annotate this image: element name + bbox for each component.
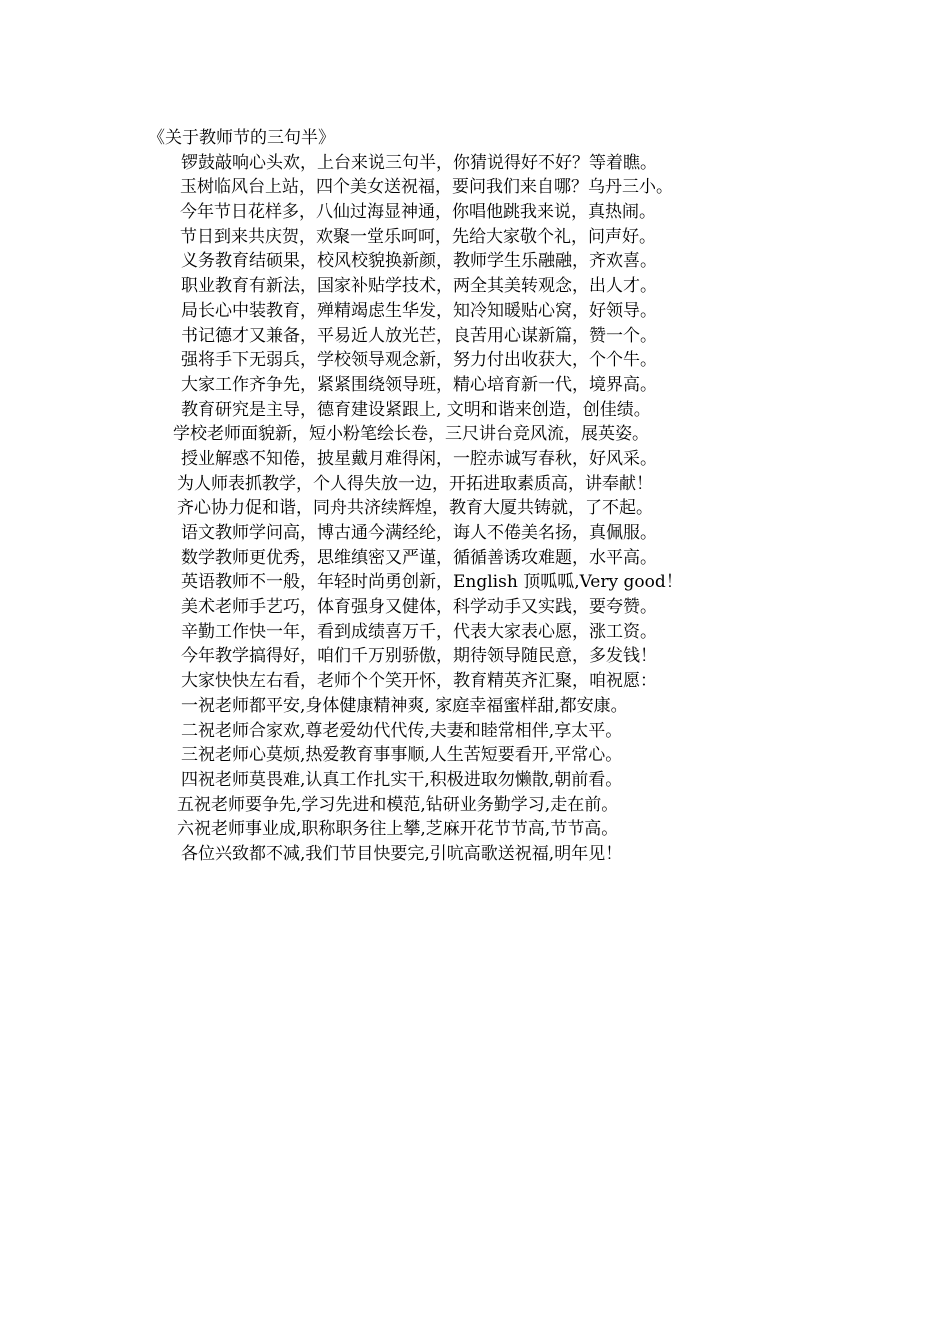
verse-line: 各位兴致都不减,我们节目快要完,引吭高歌送祝福,明年见！ xyxy=(181,843,623,864)
verse-line: 语文教师学问高，博古通今满经纶，诲人不倦美名扬，真佩服。 xyxy=(181,523,657,543)
verse-line: 教育研究是主导，德育建设紧跟上, 文明和谐来创造，创佳绩。 xyxy=(181,399,651,420)
verse-line: 大家快快左右看，老师个个笑开怀，教育精英齐汇聚，咱祝愿： xyxy=(181,671,657,692)
verse-line: 六祝老师事业成,职称职务往上攀,芝麻开花节节高,节节高。 xyxy=(177,819,619,840)
verse-line: 玉树临风台上站，四个美女送祝福，要问我们来自哪？乌丹三小。 xyxy=(180,177,673,198)
verse-line: 授业解惑不知倦，披星戴月难得闲，一腔赤诚写春秋，好风采。 xyxy=(181,448,657,469)
document-body xyxy=(148,126,788,867)
verse-line: 学校老师面貌新，短小粉笔绘长卷，三尺讲台竞风流，展英姿。 xyxy=(173,424,649,445)
verse-line: 书记德才又兼备，平易近人放光芒，良苦用心谋新篇，赞一个。 xyxy=(181,325,657,346)
verse-line: 二祝老师合家欢,尊老爱幼代代传,夫妻和睦常相伴,享太平。 xyxy=(181,720,623,741)
verse-line: 辛勤工作快一年，看到成绩喜万千，代表大家表心愿，涨工资。 xyxy=(181,621,657,642)
verse-list xyxy=(148,151,788,867)
verse-line: 大家工作齐争先，紧紧围绕领导班，精心培育新一代，境界高。 xyxy=(181,374,657,395)
verse-line: 局长心中装教育，殚精竭虑生华发，知冷知暖贴心窝，好领导。 xyxy=(181,300,657,321)
verse-line: 今年节日花样多，八仙过海显神通，你唱他跳我来说，真热闹。 xyxy=(180,202,656,223)
verse-line: 英语教师不一般，年轻时尚勇创新，English 顶呱呱,Very good！ xyxy=(181,572,683,593)
verse-line: 齐心协力促和谐，同舟共济续辉煌，教育大厦共铸就，了不起。 xyxy=(177,498,653,519)
verse-line: 今年教学搞得好，咱们千万别骄傲，期待领导随民意，多发钱！ xyxy=(181,646,657,667)
verse-line: 美术老师手艺巧，体育强身又健体，科学动手又实践，要夸赞。 xyxy=(181,597,657,618)
verse-line: 一祝老师都平安,身体健康精神爽, 家庭幸福蜜样甜,都安康。 xyxy=(181,695,628,716)
verse-line: 节日到来共庆贺，欢聚一堂乐呵呵，先给大家敬个礼，问声好。 xyxy=(180,226,656,247)
verse-line: 数学教师更优秀，思维缜密又严谨，循循善诱攻难题，水平高。 xyxy=(181,547,657,568)
verse-line: 职业教育有新法，国家补贴学技术，两全其美转观念，出人才。 xyxy=(181,276,657,297)
verse-line: 五祝老师要争先,学习先进和模范,钻研业务勤学习,走在前。 xyxy=(177,794,619,815)
verse-line: 义务教育结硕果，校风校貌换新颜，教师学生乐融融，齐欢喜。 xyxy=(181,251,657,272)
verse-line: 锣鼓敲响心头欢，上台来说三句半，你猜说得好不好？等着瞧。 xyxy=(181,152,657,173)
verse-line: 三祝老师心莫烦,热爱教育事事顺,人生苦短要看开,平常心。 xyxy=(181,745,623,766)
verse-line: 强将手下无弱兵，学校领导观念新，努力付出收获大，个个牛。 xyxy=(181,350,657,371)
document-title: 《关于教师节的三句半》 xyxy=(148,128,335,148)
verse-line: 为人师表抓教学，个人得失放一边，开拓进取素质高，讲奉献！ xyxy=(177,473,653,494)
verse-line: 四祝老师莫畏难,认真工作扎实干,积极进取勿懒散,朝前看。 xyxy=(181,769,623,790)
